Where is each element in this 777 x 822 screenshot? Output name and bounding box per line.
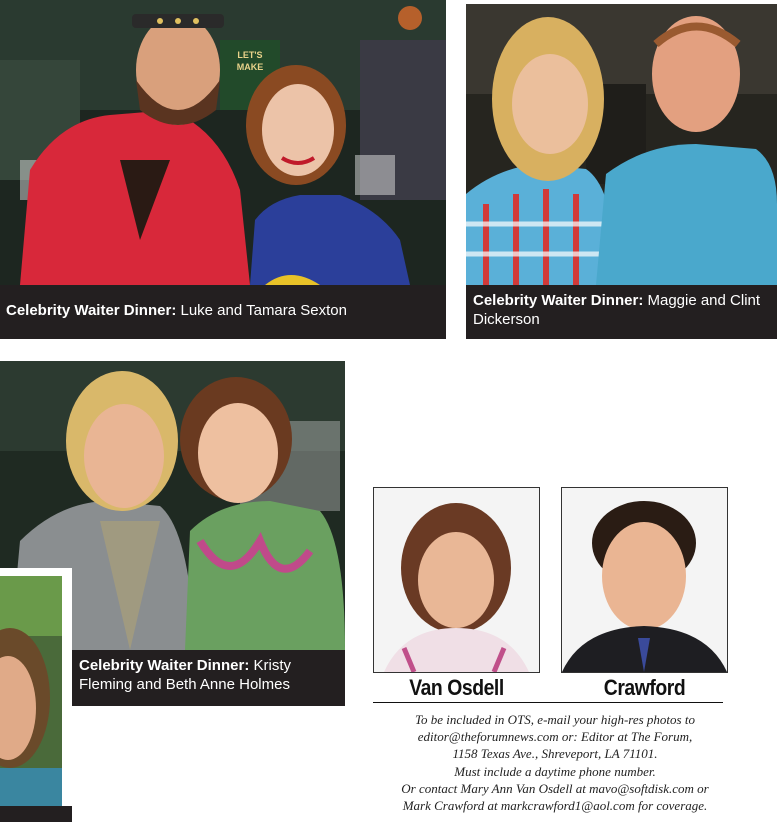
- caption-lead: Celebrity Waiter Dinner:: [473, 292, 644, 309]
- photo-luke-tamara-sexton: [0, 0, 446, 285]
- caption-names: Luke and Tamara Sexton: [176, 302, 347, 319]
- sign-text-2: MAKE: [236, 62, 264, 72]
- caption-lead: Celebrity Waiter Dinner:: [79, 657, 250, 674]
- portrait-van-osdell-image: [374, 488, 539, 672]
- info-line: 1158 Texas Ave., Shreveport, LA 71101.: [452, 746, 658, 762]
- info-line: Must include a daytime phone number.: [454, 763, 656, 779]
- sign-text: LET'S: [237, 50, 263, 60]
- info-line: Mark Crawford at markcrawford1@aol.com for coverage.: [402, 798, 708, 814]
- photo-partial-image: [0, 568, 72, 822]
- portrait-name-crawford: Crawford: [603, 675, 686, 700]
- photo-partial-bottom-left: [0, 568, 72, 822]
- photo-luke-tamara-image: [0, 0, 446, 285]
- submission-info: [360, 711, 750, 814]
- portrait-crawford: [561, 487, 728, 673]
- caption-kristy-beth: [72, 650, 345, 706]
- photo-maggie-clint-dickerson: [466, 4, 777, 285]
- portrait-van-osdell: [373, 487, 540, 673]
- info-line: To be included in OTS, e-mail your high-res photos to: [415, 712, 695, 727]
- caption-lead: Celebrity Waiter Dinner:: [6, 302, 177, 319]
- portrait-crawford-image: [562, 488, 727, 672]
- info-line: Or contact Mary Ann Van Osdell at mavo@softdisk.com or: [401, 780, 709, 796]
- caption-names: Kristy Fleming and Beth Anne Holmes: [79, 657, 291, 693]
- caption-maggie-clint: [466, 285, 777, 339]
- divider-rule: [373, 702, 723, 703]
- caption-luke-tamara: [0, 285, 446, 339]
- info-line: editor@theforumnews.com or: Editor at The Forum,: [417, 729, 693, 745]
- photo-maggie-clint-image: [466, 4, 777, 285]
- caption-names: Maggie and Clint Dickerson: [473, 292, 761, 328]
- portrait-name-van-osdell: Van Osdell: [409, 675, 504, 700]
